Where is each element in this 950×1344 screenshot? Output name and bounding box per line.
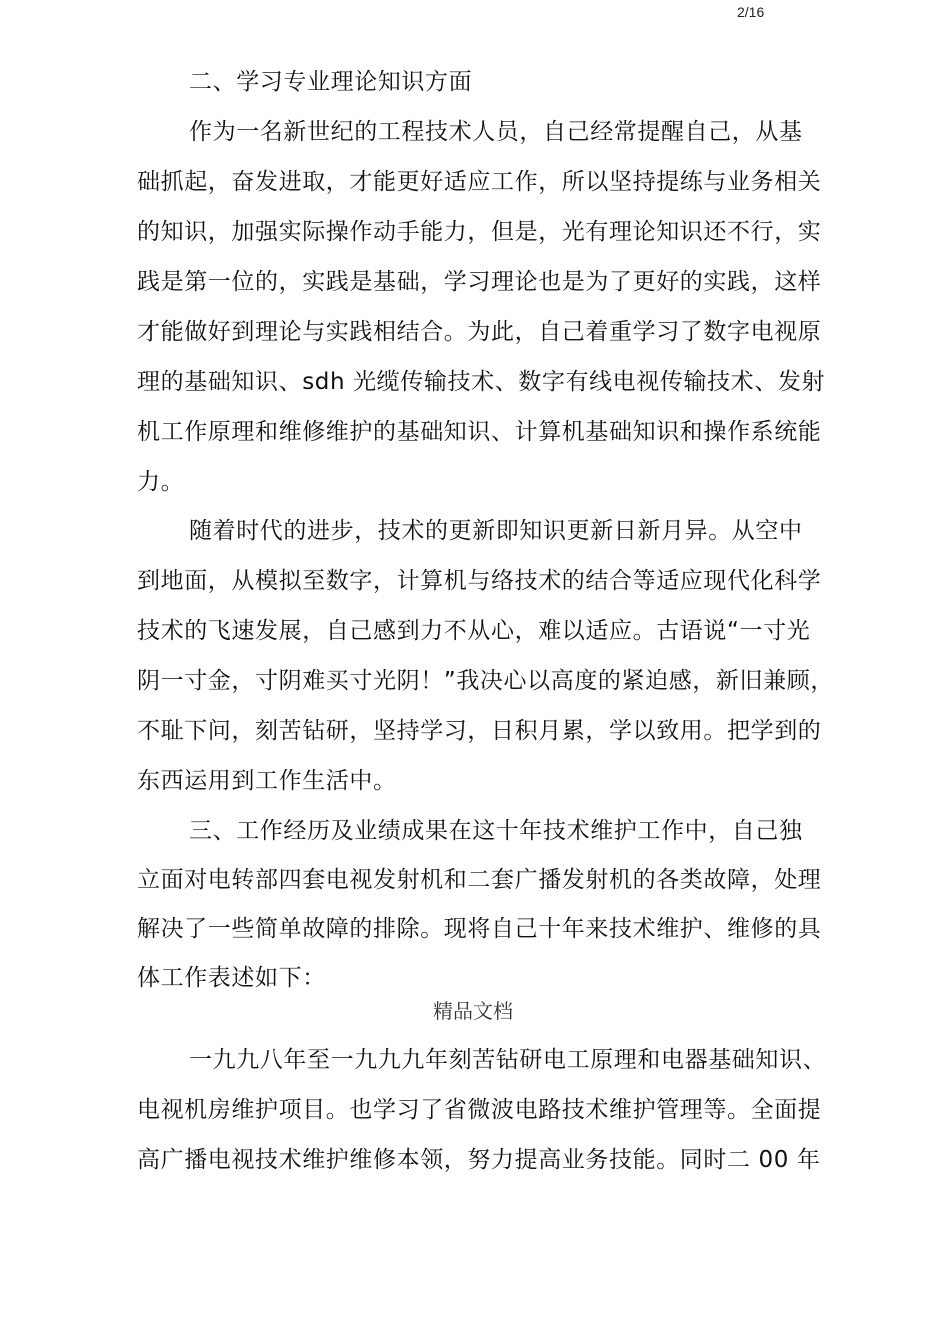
paragraph-line: 力。	[137, 469, 185, 495]
paragraph-line: 础抓起，奋发进取，才能更好适应工作，所以坚持提练与业务相关	[137, 169, 822, 195]
paragraph-line: 一九九八年至一九九九年刻苦钻研电工原理和电器基础知识、	[189, 1047, 827, 1073]
page-number: 2/16	[737, 4, 765, 20]
paragraph-line: 技术的飞速发展，自己感到力不从心，难以适应。古语说“一寸光	[137, 618, 811, 644]
paragraph-line: 电视机房维护项目。也学习了省微波电路技术维护管理等。全面提	[137, 1097, 822, 1123]
paragraph-line: 作为一名新世纪的工程技术人员，自己经常提醒自己，从基	[189, 119, 803, 145]
paragraph-line: 才能做好到理论与实践相结合。为此，自己着重学习了数字电视原	[137, 319, 822, 345]
paragraph-line: 理的基础知识、sdh 光缆传输技术、数字有线电视传输技术、发射	[137, 369, 826, 395]
paragraph-line: 解决了一些简单故障的排除。现将自己十年来技术维护、维修的具	[137, 916, 822, 942]
paragraph-line: 机工作原理和维修维护的基础知识、计算机基础知识和操作系统能	[137, 419, 822, 445]
paragraph-line: 体工作表述如下：	[137, 965, 326, 991]
section-heading: 三、工作经历及业绩成果在这十年技术维护工作中，自己独	[189, 818, 803, 844]
watermark-text: 精品文档	[433, 999, 513, 1023]
paragraph-line: 不耻下问，刻苦钻研，坚持学习，日积月累，学以致用。把学到的	[137, 718, 822, 744]
paragraph-line: 立面对电转部四套电视发射机和二套广播发射机的各类故障，处理	[137, 867, 822, 893]
paragraph-line: 随着时代的进步，技术的更新即知识更新日新月异。从空中	[189, 518, 803, 544]
paragraph-line: 东西运用到工作生活中。	[137, 768, 397, 794]
section-heading: 二、学习专业理论知识方面	[189, 69, 473, 95]
paragraph-line: 高广播电视技术维护维修本领，努力提高业务技能。同时二 00 年	[137, 1147, 821, 1173]
paragraph-line: 的知识，加强实际操作动手能力，但是，光有理论知识还不行，实	[137, 219, 822, 245]
paragraph-line: 阴一寸金，寸阴难买寸光阴！”我决心以高度的紧迫感，新旧兼顾，	[137, 668, 834, 694]
paragraph-line: 践是第一位的，实践是基础，学习理论也是为了更好的实践，这样	[137, 269, 822, 295]
paragraph-line: 到地面，从模拟至数字，计算机与络技术的结合等适应现代化科学	[137, 568, 822, 594]
